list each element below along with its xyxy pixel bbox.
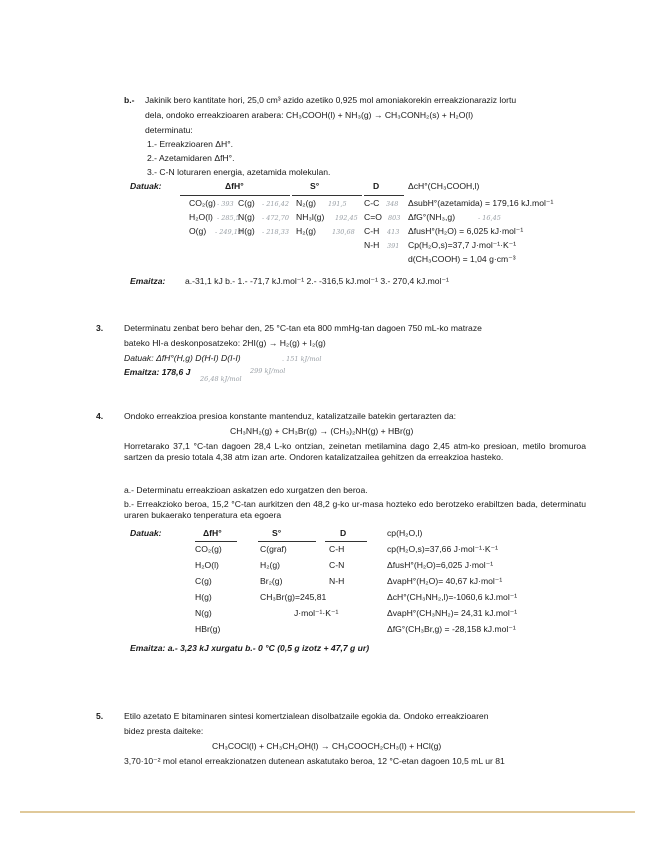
q4-col1-row4: H(g) xyxy=(195,592,212,602)
part-b-item-2: 2.- Azetamidaren ΔfH°. xyxy=(147,153,235,163)
part-b-line3: determinatu: xyxy=(145,125,193,135)
q4-col4-row3: ΔvapH°(H₂O)= 40,67 kJ·mol⁻¹ xyxy=(387,576,503,586)
part-b-datuak: Datuak: xyxy=(130,181,162,191)
hand-note: 803 xyxy=(388,214,401,222)
hand-note: 130,68 xyxy=(332,228,355,236)
q3-datuak: Datuak: ΔfH°(H,g) D(H-I) D(I-I) xyxy=(124,353,241,363)
hand-note: - 16,45 xyxy=(478,214,501,222)
part-b-col4-row4: N-H xyxy=(364,240,380,250)
footer-rule xyxy=(20,811,635,813)
hand-note: 348 xyxy=(386,200,399,208)
q3-line2: bateko HI-a deskonposatzeko: 2HI(g) → H₂(g) + I₂(g) xyxy=(124,338,326,348)
q4-col4-row1: cp(H₂O,s)=37,66 J·mol⁻¹·K⁻¹ xyxy=(387,544,499,554)
part-b-rule-1 xyxy=(180,195,290,196)
q4-col1-row5: N(g) xyxy=(195,608,212,618)
q4-col1-row6: HBr(g) xyxy=(195,624,221,634)
part-b-header-dfh: ΔfH° xyxy=(225,181,244,191)
q4-col2-row1: C(graf) xyxy=(260,544,287,554)
part-b-col2-row1: C(g) xyxy=(238,198,255,208)
q4-col3-row2: C-N xyxy=(329,560,345,570)
part-b-emaitza-label: Emaitza: xyxy=(130,276,166,286)
q5-number: 5. xyxy=(96,711,104,721)
q4-paragraph: Horretarako 37,1 °C-tan dagoen 28,4 L-ko ontzian, zeinetan metilamina dago 2,45 atm-ko presioan, metilo bromuroa sartzen da presio totala 4,38 atm izan arte. Ondoren katalizatzailea gehitzen da erreakzioa hasteko. xyxy=(124,441,586,462)
part-b-col1-row3: O(g) xyxy=(189,226,207,236)
q4-col1-row2: H₂O(l) xyxy=(195,560,219,570)
q4-part-b: b.- Erreakzioko beroa, 15,2 °C-tan aurkitzen den 48,2 g-ko ur-masa hozteko edo berotzeko erabiltzen bada, determinatu uraren bukaerako tenperatura eta egoera xyxy=(124,499,586,520)
part-b-header-d: D xyxy=(373,181,380,191)
q4-reaction: CH₃NH₂(g) + CH₃Br(g) → (CH₃)₂NH(g) + HBr(g) xyxy=(230,426,414,436)
part-b-label: b.- xyxy=(124,95,135,105)
q4-col2-row3: Br₂(g) xyxy=(260,576,283,586)
hand-note: 391 xyxy=(387,242,400,250)
part-b-col2-row3: H(g) xyxy=(238,226,255,236)
q5-reaction: CH₃COCl(l) + CH₃CH₂OH(l) → CH₃COOCH₂CH₃(l) + HCl(g) xyxy=(212,741,442,751)
hand-note: 26,48 kJ/mol xyxy=(200,375,242,383)
hand-note: 299 kJ/mol xyxy=(250,367,286,375)
q4-number: 4. xyxy=(96,411,104,421)
part-b-col2-row2: N(g) xyxy=(238,212,255,222)
part-b-col5-row5: d(CH₃COOH) = 1,04 g·cm⁻³ xyxy=(408,254,516,264)
q4-col2-row2: H₂(g) xyxy=(260,560,281,570)
q5-line1: Etilo azetato E bitaminaren sintesi komertzialean disolbatzaile egokia da. Ondoko erreakzioaren xyxy=(124,711,489,721)
part-b-col5-row3: ΔfusH°(H₂O) = 6,025 kJ·mol⁻¹ xyxy=(408,226,524,236)
part-b-col3-row2: NH₃l(g) xyxy=(296,212,325,222)
q4-col4-row6: ΔfG°(CH₃Br,g) = -28,158 kJ.mol⁻¹ xyxy=(387,624,516,634)
q5-line2: bidez presta daiteke: xyxy=(124,726,204,736)
q4-header-d: D xyxy=(340,528,347,538)
part-b-emaitza: a.-31,1 kJ b.- 1.- -71,7 kJ.mol⁻¹ 2.- -316,5 kJ.mol⁻¹ 3.- 270,4 kJ.mol⁻¹ xyxy=(185,276,449,286)
q4-col1-row3: C(g) xyxy=(195,576,212,586)
part-b-item-1: 1.- Erreakzioaren ΔH°. xyxy=(147,139,234,149)
part-b-col4-row2: C=O xyxy=(364,212,382,222)
q4-rule-1 xyxy=(195,541,237,542)
part-b-col4-row1: C-C xyxy=(364,198,380,208)
q4-col4-row4: ΔcH°(CH₃NH₂,l)=-1060,6 kJ.mol⁻¹ xyxy=(387,592,518,602)
part-b-col3-row1: N₂(g) xyxy=(296,198,317,208)
q4-line1: Ondoko erreakzioa presioa konstante mantenduz, katalizatzaile batekin gertarazten da: xyxy=(124,411,457,421)
hand-note: - 285,5 xyxy=(217,214,240,222)
part-b-line2: dela, ondoko erreakzioaren arabera: CH₃COOH(l) + NH₃(g) → CH₃CONH₂(s) + H₂O(l) xyxy=(145,110,474,120)
q3-line1: Determinatu zenbat bero behar den, 25 °C-tan eta 800 mmHg-tan dagoen 750 mL-ko matraze xyxy=(124,323,482,333)
hand-note: 191,5 xyxy=(328,200,347,208)
q4-rule-2 xyxy=(258,541,316,542)
q4-col1-row1: CO₂(g) xyxy=(195,544,222,554)
part-b-col3-row3: H₂(g) xyxy=(296,226,317,236)
part-b-rule-2 xyxy=(292,195,362,196)
q3-emaitza: Emaitza: 178,6 J xyxy=(124,367,191,377)
hand-note: - 393 xyxy=(217,200,234,208)
part-b-col5-row4: Cp(H₂O,s)=37,7 J·mol⁻¹·K⁻¹ xyxy=(408,240,517,250)
q3-number: 3. xyxy=(96,323,104,333)
hand-note: 413 xyxy=(387,228,400,236)
q4-datuak: Datuak: xyxy=(130,528,162,538)
hand-note: - 472,70 xyxy=(262,214,290,222)
q5-line3: 3,70·10⁻² mol etanol erreakzionatzen dutenean askatutako beroa, 12 °C-etan dagoen 10,5 mL ur 81 xyxy=(124,756,505,766)
q4-col4-row2: ΔfusH°(H₂O)=6,025 J·mol⁻¹ xyxy=(387,560,494,570)
q4-col2-row5: J·mol⁻¹·K⁻¹ xyxy=(294,608,339,618)
part-b-header-s: S° xyxy=(310,181,320,191)
q4-header-s: S° xyxy=(272,528,282,538)
hand-note: . 151 kJ/mol xyxy=(282,355,322,363)
q4-col3-row3: N-H xyxy=(329,576,345,586)
q4-header-cp: cp(H₂O,l) xyxy=(387,528,423,538)
q4-emaitza: Emaitza: a.- 3,23 kJ xurgatu b.- 0 °C (0,5 g izotz + 47,7 g ur) xyxy=(130,643,370,653)
q4-header-dfh: ΔfH° xyxy=(203,528,222,538)
hand-note: - 249,19 xyxy=(215,228,243,236)
q4-rule-3 xyxy=(325,541,367,542)
part-b-header-dch: ΔcH°(CH₃COOH,l) xyxy=(408,181,480,191)
part-b-col5-row1: ΔsubH°(azetamida) = 179,16 kJ.mol⁻¹ xyxy=(408,198,554,208)
hand-note: - 218,33 xyxy=(262,228,290,236)
q4-part-a: a.- Determinatu erreakzioan askatzen edo xurgatzen den beroa. xyxy=(124,485,368,495)
part-b-col5-row2: ΔfG°(NH₃,g) xyxy=(408,212,456,222)
q4-col3-row1: C-H xyxy=(329,544,345,554)
hand-note: 192,45 xyxy=(335,214,358,222)
part-b-col1-row1: CO₂(g) xyxy=(189,198,216,208)
part-b-item-3: 3.- C-N loturaren energia, azetamida molekulan. xyxy=(147,167,331,177)
q4-col2-row4: CH₃Br(g)=245,81 xyxy=(260,592,327,602)
part-b-col1-row2: H₂O(l) xyxy=(189,212,213,222)
q4-col4-row5: ΔvapH°(CH₃NH₂)= 24,31 kJ.mol⁻¹ xyxy=(387,608,518,618)
hand-note: - 216,42 xyxy=(262,200,290,208)
part-b-line1: Jakinik bero kantitate hori, 25,0 cm³ azido azetiko 0,925 mol amoniakorekin erreakzionaraziz lortu xyxy=(145,95,517,105)
part-b-col4-row3: C-H xyxy=(364,226,380,236)
part-b-rule-3 xyxy=(364,195,404,196)
